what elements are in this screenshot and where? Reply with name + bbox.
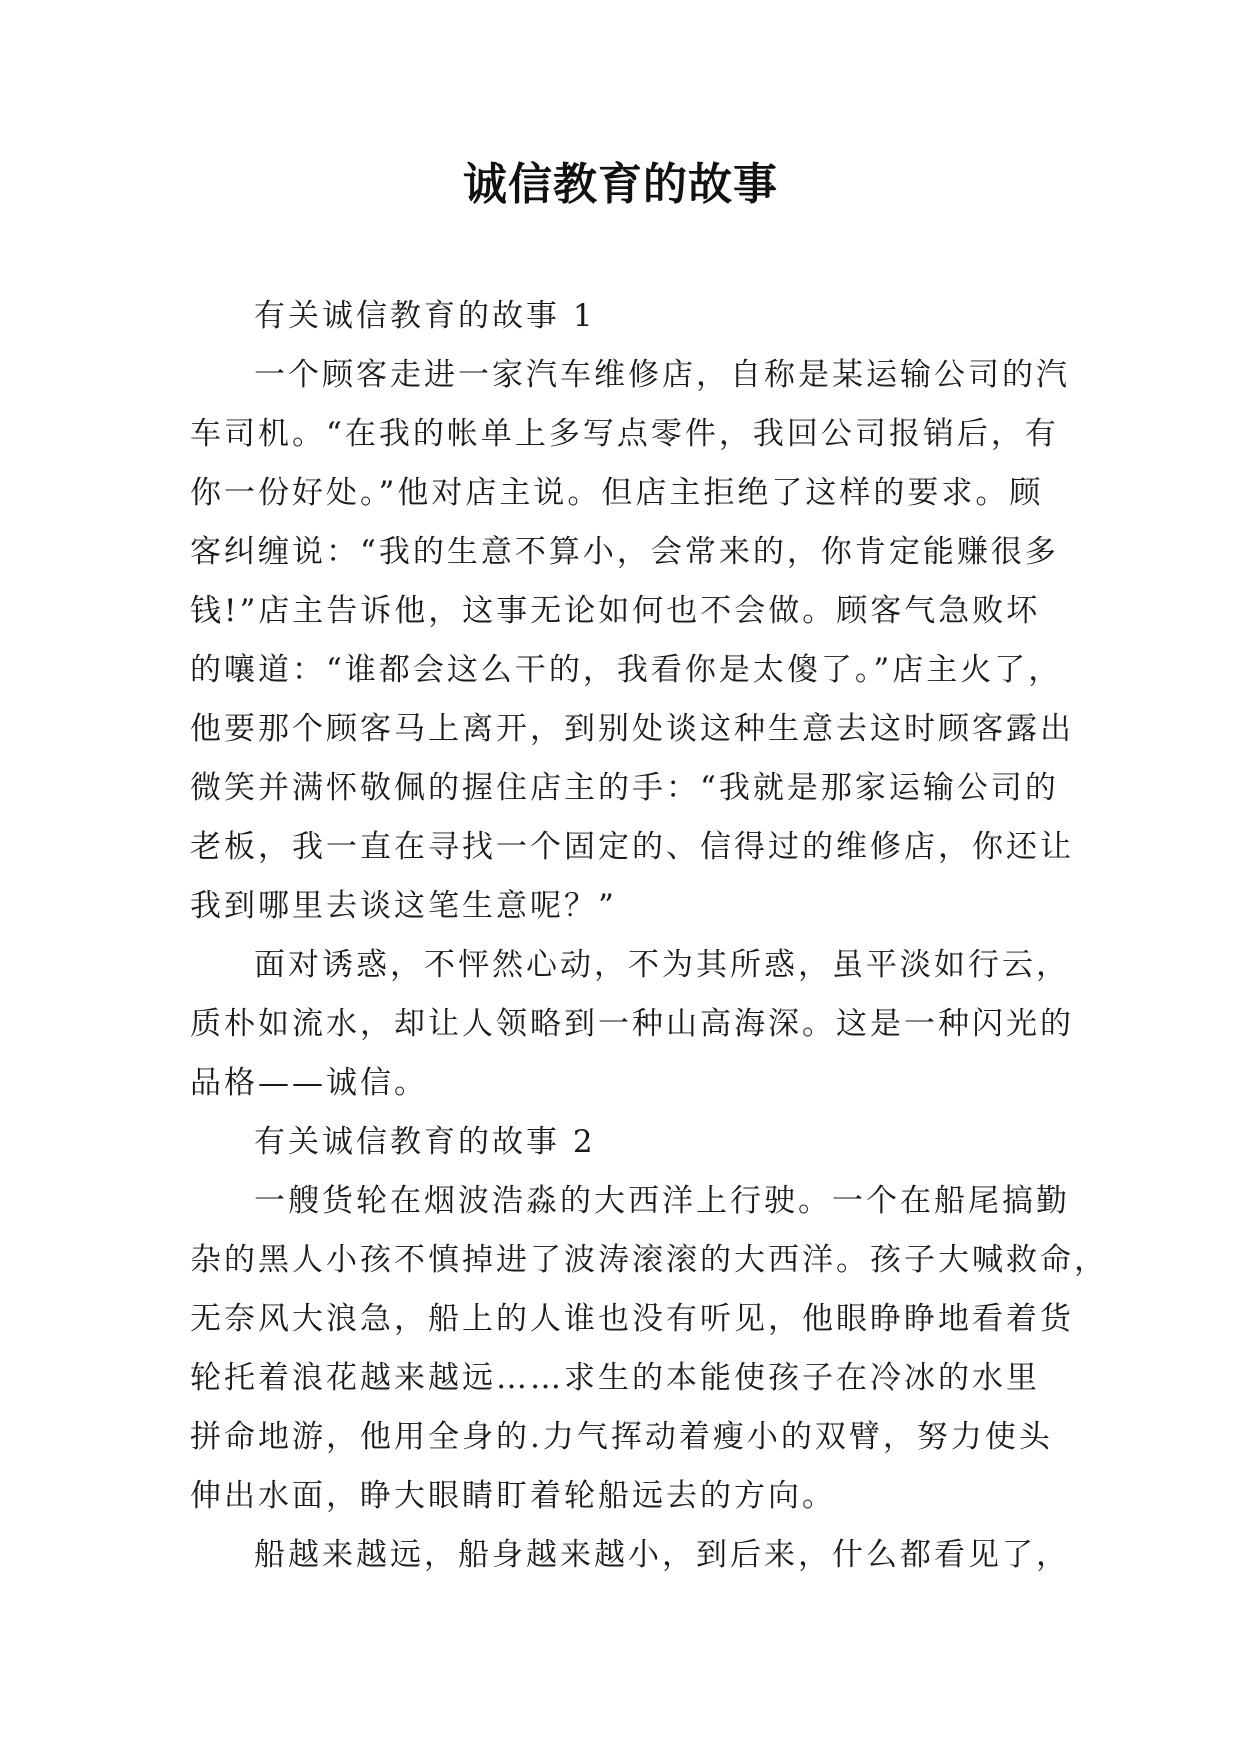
paragraph-line: 车司机。“在我的帐单上多写点零件，我回公司报销后，有 <box>190 416 1059 452</box>
paragraph-line: 一个顾客走进一家汽车维修店，自称是某运输公司的汽 <box>254 357 1070 393</box>
paragraph-line: 有关诚信教育的故事 1 <box>254 298 596 334</box>
paragraph-line: 一艘货轮在烟波浩淼的大西洋上行驶。一个在船尾搞勤 <box>254 1183 1070 1219</box>
paragraph-line: 钱!”店主告诉他，这事无论如何也不会做。顾客气急败坏 <box>190 593 1041 629</box>
paragraph-line: 无奈风大浪急，船上的人谁也没有听见，他眼睁睁地看着货 <box>190 1301 1074 1337</box>
paragraph-line: 质朴如流水，却让人领略到一种山高海深。这是一种闪光的 <box>190 1006 1074 1042</box>
paragraph-line: 船越来越远，船身越来越小，到后来，什么都看见了， <box>254 1537 1070 1573</box>
paragraph-line: 有关诚信教育的故事 2 <box>254 1124 596 1160</box>
paragraph-line: 拼命地游，他用全身的.力气挥动着瘦小的双臂，努力使头 <box>190 1419 1053 1455</box>
paragraph-line: 的嚷道：“谁都会这么干的，我看你是太傻了。”店主火了， <box>190 652 1063 688</box>
paragraph-line: 老板，我一直在寻找一个固定的、信得过的维修店，你还让 <box>190 829 1074 865</box>
paragraph-line: 轮托着浪花越来越远……求生的本能使孩子在冷冰的水里 <box>190 1360 1040 1396</box>
paragraph-line: 微笑并满怀敬佩的握住店主的手：“我就是那家运输公司的 <box>190 770 1059 806</box>
document-title: 诚信教育的故事 <box>463 159 778 210</box>
paragraph-line: 伸出水面，睁大眼睛盯着轮船远去的方向。 <box>190 1478 836 1514</box>
paragraph-line: 客纠缠说：“我的生意不算小，会常来的，你肯定能赚很多 <box>190 534 1059 570</box>
paragraph-line: 品格——诚信。 <box>190 1065 428 1101</box>
document-body <box>190 287 1108 1585</box>
paragraph-line: 我到哪里去谈这笔生意呢？” <box>190 888 617 924</box>
paragraph-line: 他要那个顾客马上离开，到别处谈这种生意去这时顾客露出 <box>190 711 1074 747</box>
paragraph-line: 面对诱惑，不怦然心动，不为其所惑，虽平淡如行云， <box>254 947 1070 983</box>
paragraph-line: 你一份好处。”他对店主说。但店主拒绝了这样的要求。顾 <box>190 475 1044 511</box>
paragraph-line: 杂的黑人小孩不慎掉进了波涛滚滚的大西洋。孩子大喊救命， <box>190 1242 1108 1278</box>
